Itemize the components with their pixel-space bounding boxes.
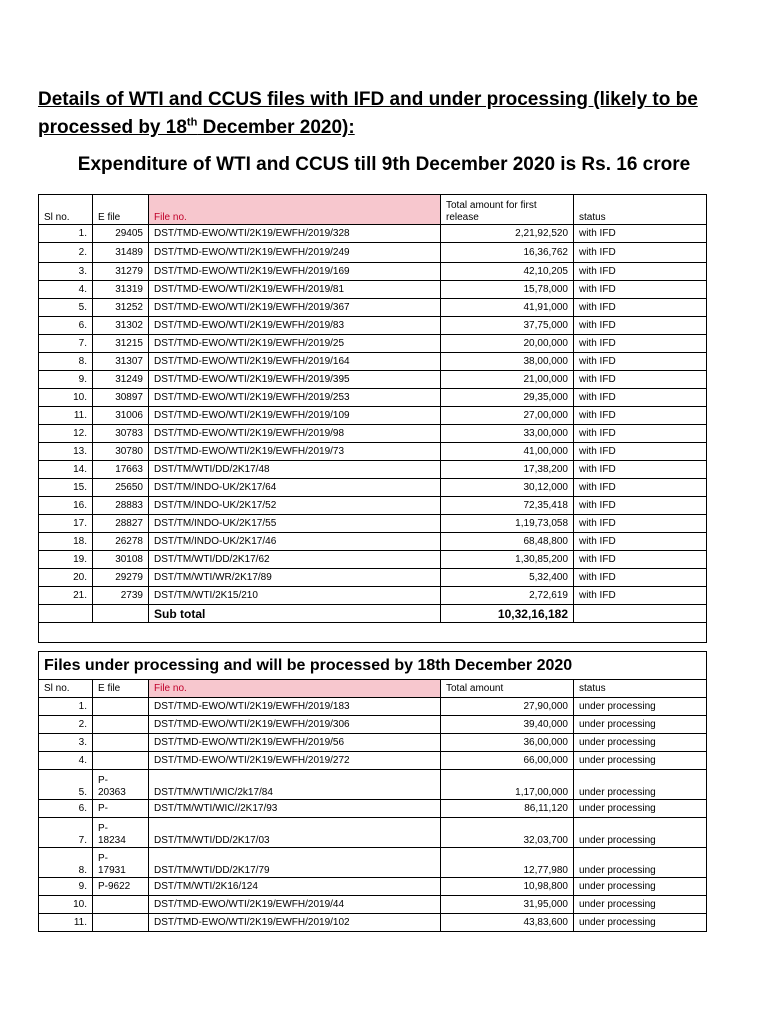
- sl-no-cell: 17.: [39, 515, 93, 533]
- sl-no-cell: 4.: [39, 752, 93, 770]
- e-file-cell: 31279: [93, 263, 149, 281]
- e-file-cell: 17663: [93, 461, 149, 479]
- status-cell: under processing: [574, 770, 707, 800]
- status-cell: with IFD: [574, 371, 707, 389]
- table-row: [39, 533, 707, 551]
- e-file-header: E file: [93, 195, 149, 225]
- table-row: [39, 281, 707, 299]
- amount-cell: 1,17,00,000: [441, 770, 574, 800]
- spacer-cell: [39, 623, 707, 643]
- table-row: [39, 818, 707, 848]
- table-row: [39, 353, 707, 371]
- table-row: [39, 848, 707, 878]
- sl-no-cell: 10.: [39, 896, 93, 914]
- sl-no-cell: 11.: [39, 407, 93, 425]
- status-cell: with IFD: [574, 569, 707, 587]
- sl-no-cell: 20.: [39, 569, 93, 587]
- status-cell: with IFD: [574, 551, 707, 569]
- status-cell: with IFD: [574, 281, 707, 299]
- table-row: [39, 878, 707, 896]
- files-with-ifd-table: [38, 194, 707, 643]
- sl-no-cell: 10.: [39, 389, 93, 407]
- heading-superscript: th: [186, 116, 198, 129]
- amount-cell: 66,00,000: [441, 752, 574, 770]
- table-row: [39, 734, 707, 752]
- e-file-header: E file: [93, 680, 149, 698]
- e-file-cell: 30108: [93, 551, 149, 569]
- e-file-cell: 29279: [93, 569, 149, 587]
- file-no-cell: DST/TM/WTI/DD/2K17/03: [149, 818, 441, 848]
- file-no-cell: DST/TMD-EWO/WTI/2K19/EWFH/2019/395: [149, 371, 441, 389]
- file-no-cell: DST/TMD-EWO/WTI/2K19/EWFH/2019/102: [149, 914, 441, 932]
- amount-cell: 15,78,000: [441, 281, 574, 299]
- amount-header: Total amount for first release: [441, 195, 574, 225]
- file-no-cell: DST/TMD-EWO/WTI/2K19/EWFH/2019/44: [149, 896, 441, 914]
- expenditure-subheading: Expenditure of WTI and CCUS till 9th December 2020 is Rs. 16 crore: [77, 154, 691, 175]
- e-file-cell: 28883: [93, 497, 149, 515]
- e-file-cell: [93, 698, 149, 716]
- amount-cell: 1,30,85,200: [441, 551, 574, 569]
- status-cell: under processing: [574, 752, 707, 770]
- status-cell: with IFD: [574, 407, 707, 425]
- sl-no-cell: 5.: [39, 770, 93, 800]
- amount-cell: 27,00,000: [441, 407, 574, 425]
- sl-no-cell: 2.: [39, 716, 93, 734]
- sl-no-cell: 7.: [39, 335, 93, 353]
- file-no-cell: DST/TMD-EWO/WTI/2K19/EWFH/2019/183: [149, 698, 441, 716]
- file-no-cell: DST/TM/INDO-UK/2K17/46: [149, 533, 441, 551]
- table-row: [39, 716, 707, 734]
- empty-cell: [574, 605, 707, 623]
- status-cell: under processing: [574, 878, 707, 896]
- table-row: [39, 497, 707, 515]
- e-file-cell: 29405: [93, 225, 149, 243]
- sl-no-cell: 11.: [39, 914, 93, 932]
- sl-no-cell: 16.: [39, 497, 93, 515]
- sl-no-cell: 15.: [39, 479, 93, 497]
- e-file-cell: 30783: [93, 425, 149, 443]
- status-cell: with IFD: [574, 389, 707, 407]
- sl-no-cell: 4.: [39, 281, 93, 299]
- table-row: [39, 371, 707, 389]
- subtotal-value: 10,32,16,182: [441, 605, 574, 623]
- subtotal-row: [39, 605, 707, 623]
- e-file-cell: 28827: [93, 515, 149, 533]
- e-file-cell: 25650: [93, 479, 149, 497]
- amount-cell: 42,10,205: [441, 263, 574, 281]
- sl-no-cell: 5.: [39, 299, 93, 317]
- status-cell: under processing: [574, 818, 707, 848]
- file-no-cell: DST/TMD-EWO/WTI/2K19/EWFH/2019/25: [149, 335, 441, 353]
- table-header-row: [39, 680, 707, 698]
- sl-no-cell: 21.: [39, 587, 93, 605]
- file-no-cell: DST/TMD-EWO/WTI/2K19/EWFH/2019/253: [149, 389, 441, 407]
- file-no-cell: DST/TMD-EWO/WTI/2K19/EWFH/2019/328: [149, 225, 441, 243]
- file-no-cell: DST/TM/INDO-UK/2K17/52: [149, 497, 441, 515]
- amount-cell: 10,98,800: [441, 878, 574, 896]
- amount-cell: 27,90,000: [441, 698, 574, 716]
- file-no-cell: DST/TMD-EWO/WTI/2K19/EWFH/2019/249: [149, 243, 441, 263]
- status-cell: with IFD: [574, 497, 707, 515]
- section-title: Files under processing and will be processed by 18th December 2020: [39, 652, 707, 680]
- file-no-cell: DST/TMD-EWO/WTI/2K19/EWFH/2019/98: [149, 425, 441, 443]
- spacer-row: [39, 623, 707, 643]
- amount-cell: 1,19,73,058: [441, 515, 574, 533]
- sl-no-cell: 9.: [39, 371, 93, 389]
- file-no-cell: DST/TM/WTI/WIC/2k17/84: [149, 770, 441, 800]
- heading-text-end: December 2020):: [197, 117, 355, 138]
- amount-cell: 32,03,700: [441, 818, 574, 848]
- status-cell: with IFD: [574, 425, 707, 443]
- file-no-header: File no.: [149, 195, 441, 225]
- status-cell: with IFD: [574, 243, 707, 263]
- table-row: [39, 243, 707, 263]
- e-file-cell: [93, 896, 149, 914]
- e-file-cell: 30897: [93, 389, 149, 407]
- e-file-cell: [93, 914, 149, 932]
- sl-no-cell: 13.: [39, 443, 93, 461]
- e-file-cell: P- 20363: [93, 770, 149, 800]
- file-no-cell: DST/TM/INDO-UK/2K17/64: [149, 479, 441, 497]
- amount-cell: 30,12,000: [441, 479, 574, 497]
- amount-cell: 86,11,120: [441, 800, 574, 818]
- file-no-cell: DST/TMD-EWO/WTI/2K19/EWFH/2019/164: [149, 353, 441, 371]
- file-no-cell: DST/TM/WTI/2K16/124: [149, 878, 441, 896]
- status-cell: under processing: [574, 914, 707, 932]
- sl-no-cell: 6.: [39, 317, 93, 335]
- sl-no-cell: 1.: [39, 225, 93, 243]
- status-cell: under processing: [574, 800, 707, 818]
- file-no-cell: DST/TMD-EWO/WTI/2K19/EWFH/2019/73: [149, 443, 441, 461]
- sl-no-cell: 6.: [39, 800, 93, 818]
- amount-cell: 5,32,400: [441, 569, 574, 587]
- empty-cell: [39, 605, 93, 623]
- status-cell: under processing: [574, 848, 707, 878]
- amount-cell: 17,38,200: [441, 461, 574, 479]
- sl-no-cell: 1.: [39, 698, 93, 716]
- section-title-row: [39, 652, 707, 680]
- e-file-cell: [93, 752, 149, 770]
- sl-no-cell: 3.: [39, 263, 93, 281]
- e-file-cell: [93, 716, 149, 734]
- status-cell: under processing: [574, 716, 707, 734]
- file-no-cell: DST/TMD-EWO/WTI/2K19/EWFH/2019/83: [149, 317, 441, 335]
- document-heading: [38, 86, 718, 142]
- table-row: [39, 263, 707, 281]
- file-no-cell: DST/TMD-EWO/WTI/2K19/EWFH/2019/109: [149, 407, 441, 425]
- e-file-cell: 31489: [93, 243, 149, 263]
- file-no-cell: DST/TMD-EWO/WTI/2K19/EWFH/2019/81: [149, 281, 441, 299]
- amount-cell: 21,00,000: [441, 371, 574, 389]
- files-under-processing-table: [38, 651, 707, 932]
- table-row: [39, 896, 707, 914]
- amount-cell: 31,95,000: [441, 896, 574, 914]
- sl-no-header: Sl no.: [39, 195, 93, 225]
- sl-no-cell: 3.: [39, 734, 93, 752]
- file-no-cell: DST/TMD-EWO/WTI/2K19/EWFH/2019/306: [149, 716, 441, 734]
- file-no-cell: DST/TM/WTI/DD/2K17/62: [149, 551, 441, 569]
- amount-cell: 38,00,000: [441, 353, 574, 371]
- amount-cell: 41,00,000: [441, 443, 574, 461]
- amount-cell: 39,40,000: [441, 716, 574, 734]
- e-file-cell: 30780: [93, 443, 149, 461]
- e-file-cell: 31307: [93, 353, 149, 371]
- table-header-row: [39, 195, 707, 225]
- file-no-header: File no.: [149, 680, 441, 698]
- e-file-cell: 31302: [93, 317, 149, 335]
- file-no-cell: DST/TM/WTI/WR/2K17/89: [149, 569, 441, 587]
- empty-cell: [93, 605, 149, 623]
- amount-cell: 68,48,800: [441, 533, 574, 551]
- amount-cell: 2,72,619: [441, 587, 574, 605]
- table-row: [39, 335, 707, 353]
- status-cell: with IFD: [574, 335, 707, 353]
- amount-cell: 16,36,762: [441, 243, 574, 263]
- amount-cell: 33,00,000: [441, 425, 574, 443]
- status-cell: with IFD: [574, 587, 707, 605]
- e-file-cell: P-: [93, 800, 149, 818]
- amount-cell: 12,77,980: [441, 848, 574, 878]
- status-cell: with IFD: [574, 533, 707, 551]
- status-cell: under processing: [574, 698, 707, 716]
- table-row: [39, 770, 707, 800]
- amount-cell: 43,83,600: [441, 914, 574, 932]
- table-row: [39, 225, 707, 243]
- file-no-cell: DST/TMD-EWO/WTI/2K19/EWFH/2019/169: [149, 263, 441, 281]
- table-row: [39, 479, 707, 497]
- table-row: [39, 914, 707, 932]
- status-cell: with IFD: [574, 515, 707, 533]
- table-row: [39, 587, 707, 605]
- e-file-cell: 31252: [93, 299, 149, 317]
- sl-no-cell: 14.: [39, 461, 93, 479]
- sl-no-cell: 12.: [39, 425, 93, 443]
- heading-text: Details of WTI and CCUS files with IFD and under processing (likely to be processed by 18: [38, 89, 698, 138]
- e-file-cell: 31006: [93, 407, 149, 425]
- file-no-cell: DST/TMD-EWO/WTI/2K19/EWFH/2019/272: [149, 752, 441, 770]
- e-file-cell: P- 17931: [93, 848, 149, 878]
- table-row: [39, 515, 707, 533]
- status-cell: with IFD: [574, 299, 707, 317]
- status-cell: with IFD: [574, 479, 707, 497]
- amount-cell: 72,35,418: [441, 497, 574, 515]
- e-file-cell: P-9622: [93, 878, 149, 896]
- sl-no-cell: 18.: [39, 533, 93, 551]
- sl-no-cell: 2.: [39, 243, 93, 263]
- amount-cell: 36,00,000: [441, 734, 574, 752]
- table-row: [39, 407, 707, 425]
- amount-cell: 20,00,000: [441, 335, 574, 353]
- sl-no-cell: 8.: [39, 353, 93, 371]
- table-row: [39, 800, 707, 818]
- status-header: status: [574, 195, 707, 225]
- amount-header: Total amount: [441, 680, 574, 698]
- sl-no-cell: 7.: [39, 818, 93, 848]
- e-file-cell: P- 18234: [93, 818, 149, 848]
- status-cell: with IFD: [574, 353, 707, 371]
- file-no-cell: DST/TM/WTI/2K15/210: [149, 587, 441, 605]
- sl-no-header: Sl no.: [39, 680, 93, 698]
- amount-cell: 2,21,92,520: [441, 225, 574, 243]
- sl-no-cell: 8.: [39, 848, 93, 878]
- table-row: [39, 443, 707, 461]
- table-row: [39, 461, 707, 479]
- e-file-cell: [93, 734, 149, 752]
- amount-cell: 41,91,000: [441, 299, 574, 317]
- status-cell: under processing: [574, 734, 707, 752]
- file-no-cell: DST/TM/WTI/DD/2K17/48: [149, 461, 441, 479]
- status-cell: with IFD: [574, 443, 707, 461]
- e-file-cell: 31215: [93, 335, 149, 353]
- table-row: [39, 299, 707, 317]
- sl-no-cell: 9.: [39, 878, 93, 896]
- file-no-cell: DST/TM/WTI/DD/2K17/79: [149, 848, 441, 878]
- amount-cell: 29,35,000: [441, 389, 574, 407]
- table-row: [39, 698, 707, 716]
- status-cell: with IFD: [574, 263, 707, 281]
- subtotal-label: Sub total: [149, 605, 441, 623]
- table-row: [39, 752, 707, 770]
- file-no-cell: DST/TM/WTI/WIC//2K17/93: [149, 800, 441, 818]
- file-no-cell: DST/TM/INDO-UK/2K17/55: [149, 515, 441, 533]
- table-row: [39, 389, 707, 407]
- status-cell: with IFD: [574, 461, 707, 479]
- e-file-cell: 26278: [93, 533, 149, 551]
- e-file-cell: 2739: [93, 587, 149, 605]
- status-header: status: [574, 680, 707, 698]
- sl-no-cell: 19.: [39, 551, 93, 569]
- e-file-cell: 31249: [93, 371, 149, 389]
- table-row: [39, 551, 707, 569]
- file-no-cell: DST/TMD-EWO/WTI/2K19/EWFH/2019/367: [149, 299, 441, 317]
- file-no-cell: DST/TMD-EWO/WTI/2K19/EWFH/2019/56: [149, 734, 441, 752]
- status-cell: with IFD: [574, 317, 707, 335]
- e-file-cell: 31319: [93, 281, 149, 299]
- table-row: [39, 317, 707, 335]
- table-row: [39, 569, 707, 587]
- table-row: [39, 425, 707, 443]
- status-cell: with IFD: [574, 225, 707, 243]
- amount-cell: 37,75,000: [441, 317, 574, 335]
- status-cell: under processing: [574, 896, 707, 914]
